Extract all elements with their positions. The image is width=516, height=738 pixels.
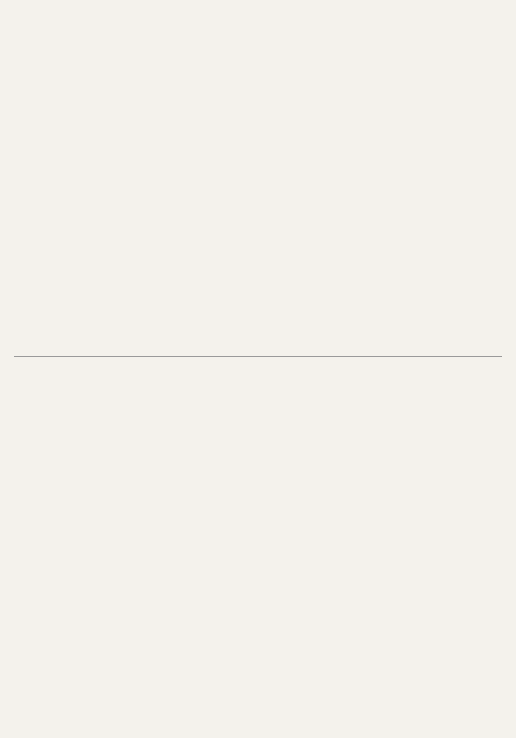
section-divider xyxy=(14,356,502,357)
